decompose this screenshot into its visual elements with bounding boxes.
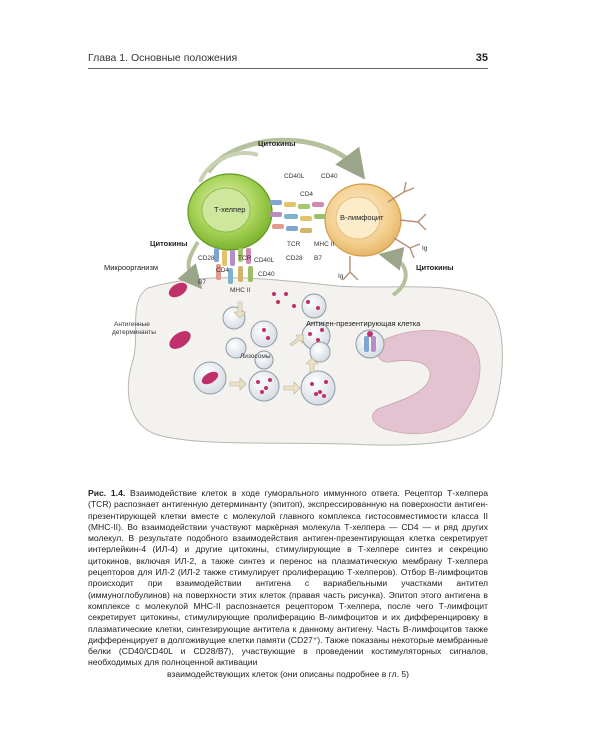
label-tcr-mid: TCR xyxy=(287,241,301,248)
label-cd40l-top: CD40L xyxy=(284,173,305,180)
label-antigen-determinants-2: детерминанты xyxy=(112,329,156,336)
label-antigen-determinants-1: Антигенные xyxy=(114,321,150,328)
tcell-bcell-molecules xyxy=(270,200,326,233)
caption-last-line: взаимодействующих клеток (они описаны подробнее в гл. 5) xyxy=(166,668,410,679)
label-mhc2-mid: MHC II xyxy=(314,241,335,248)
label-ig-right: Ig xyxy=(422,245,428,252)
label-ig-bottom: Ig xyxy=(338,273,344,280)
label-cd4-left: CD4 xyxy=(216,267,230,274)
label-cytokines-left: Цитокины xyxy=(150,239,188,248)
label-cd40-left: CD40 xyxy=(258,271,275,278)
cytokine-arrow-left xyxy=(189,242,198,282)
page-header xyxy=(88,52,488,68)
label-b-lymphocyte: В-лимфоцит xyxy=(340,213,384,222)
caption-body: Взаимодействие клеток в ходе гуморального иммунного ответа. Рецептор Т-хелпера (TCR) распознает антигенную детерминанту (эпитоп), экспрессированную на поверхности антиген-презентирующей клетки вместе с молекулой главного комплекса гистосовместимости класса II (MHC-II). Во взаимодействии участвуют маркёрная молекула Т-хелпера — CD4 — и ряд других молекул. В результате подобного взаимодействия антиген-презентирующая клетка секретирует интерлейкин-4 (ИЛ-4) и другие цитокины, стимулирующие в Т-хелпере синтез и секрецию цитокинов, включая ИЛ-2, а также синтез и перенос на плазматическую мембрану Т-хелпера рецепторов для ИЛ-2 (ИЛ-2 также стимулирует пролиферацию Т-хелперов). Отбор В-лимфоцитов происходит при взаимодействии антигена с вариабельными участками антител (иммуноглобулинов) на поверхности этих клеток (правая часть рисунка). Эпитоп этого антигена в комплексе с молекулой MHC-II распознается рецептором Т-хелпера, после чего Т-лимфоцит секретирует цитокины, стимулирующие пролиферацию В-лимфоцитов и их дифференцировку в плазматические клетки, синтезирующие антитела к данному антигену. Часть В-лимфоцитов также дифференцирует в долгоживущие клетки памяти (CD27⁺). Также показаны некоторые мембранные белки (CD40/CD40L и CD28/B7), участвующие в проведении костимуляторных сигналов, необходимых для полноценной активации xyxy=(88,488,488,668)
label-cd40-top: CD40 xyxy=(321,173,338,180)
immune-response-figure xyxy=(88,130,508,450)
header-rule xyxy=(88,68,488,69)
label-microorganism: Микроорганизм xyxy=(104,263,159,272)
caption-label: Рис. 1.4. xyxy=(88,488,126,498)
label-cd28-mid: CD28 xyxy=(286,255,303,262)
label-b7-mid: B7 xyxy=(314,255,322,262)
label-cd40l-left: CD40L xyxy=(254,257,275,264)
label-apc: Антиген-презентирующая клетка xyxy=(306,319,421,328)
label-mhc2-left: MHC II xyxy=(230,287,251,294)
page-number: 35 xyxy=(475,52,488,64)
figure-caption xyxy=(88,488,488,680)
chapter-title: Глава 1. Основные положения xyxy=(88,52,238,64)
label-cytokines-top: Цитокины xyxy=(258,139,296,148)
label-cd4-top: CD4 xyxy=(300,191,314,198)
label-cd28-left: CD28 xyxy=(198,255,215,262)
label-t-helper: Т-хелпер xyxy=(214,205,246,214)
label-b7-left: B7 xyxy=(198,279,206,286)
label-lysosomes: Лизосомы xyxy=(240,353,271,360)
label-cytokines-right: Цитокины xyxy=(416,263,454,272)
label-tcr-left: TCR xyxy=(238,255,252,262)
